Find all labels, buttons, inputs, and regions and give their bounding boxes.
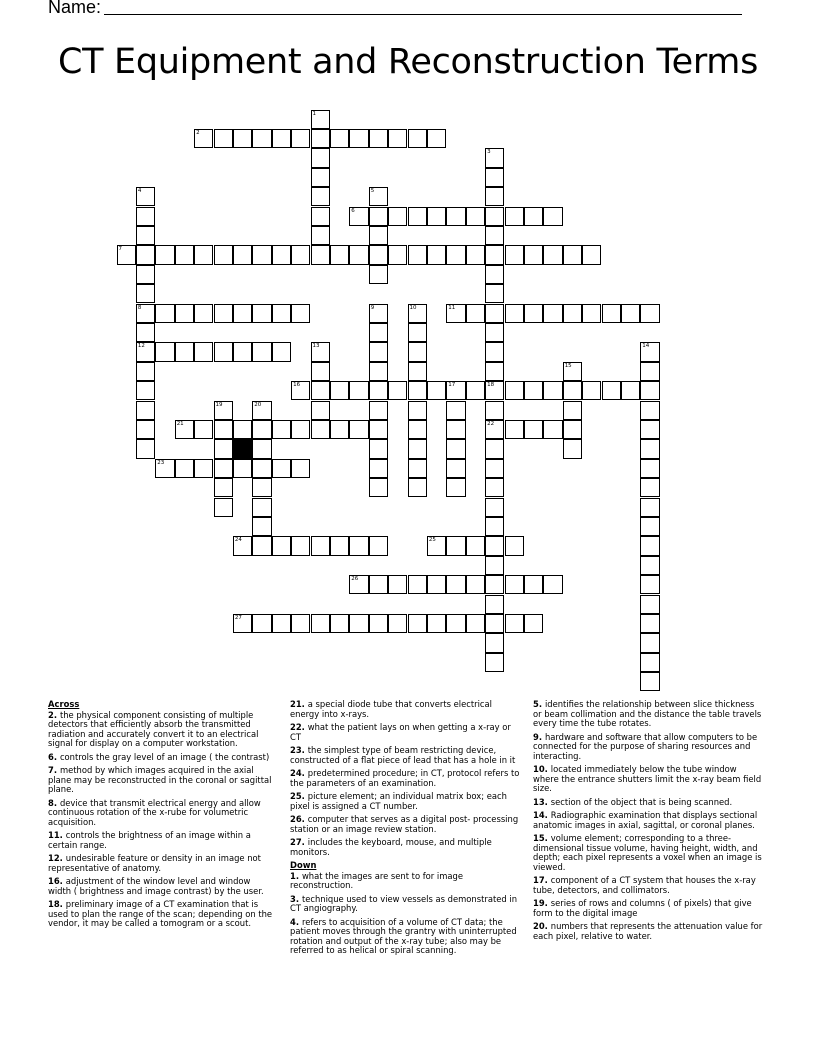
grid-cell[interactable] xyxy=(388,614,407,633)
grid-cell[interactable] xyxy=(291,245,310,264)
grid-cell[interactable] xyxy=(524,304,543,323)
grid-cell[interactable] xyxy=(543,575,562,594)
grid-cell[interactable] xyxy=(485,439,504,458)
grid-cell[interactable] xyxy=(640,556,659,575)
grid-cell[interactable] xyxy=(349,245,368,264)
grid-cell[interactable] xyxy=(640,439,659,458)
grid-cell[interactable] xyxy=(349,536,368,555)
clue-across-16: 16. adjustment of the window level and window width ( brightness and image contrast) by the user. xyxy=(48,876,264,896)
grid-cell[interactable] xyxy=(194,420,213,439)
grid-cell[interactable] xyxy=(136,207,155,226)
grid-cell[interactable] xyxy=(408,129,427,148)
clue-down-15: 15. volume element; corresponding to a three-dimensional tissue volume, having height, width, and depth; each pixel represents a voxel when an image is viewed. xyxy=(533,833,762,872)
grid-cell[interactable] xyxy=(602,381,621,400)
clue-number: 24 xyxy=(234,537,242,544)
clue-number: 27 xyxy=(234,614,242,621)
grid-cell[interactable] xyxy=(272,614,291,633)
grid-cell[interactable] xyxy=(175,459,194,478)
grid-cell[interactable] xyxy=(214,439,233,458)
grid-cell[interactable] xyxy=(466,614,485,633)
clue-number: 14 xyxy=(642,343,650,350)
grid-cell[interactable] xyxy=(640,401,659,420)
grid-cell[interactable] xyxy=(272,342,291,361)
grid-cell[interactable] xyxy=(505,245,524,264)
grid-cell[interactable] xyxy=(136,381,155,400)
grid-cell[interactable] xyxy=(640,420,659,439)
grid-cell[interactable] xyxy=(349,420,368,439)
grid-cell[interactable] xyxy=(640,478,659,497)
grid-cell[interactable] xyxy=(233,129,252,148)
clue-number: 25 xyxy=(428,537,436,544)
grid-cell[interactable] xyxy=(446,478,465,497)
grid-cell[interactable] xyxy=(369,478,388,497)
grid-cell[interactable] xyxy=(252,439,271,458)
grid-cell[interactable] xyxy=(155,245,174,264)
clue-number: 20 xyxy=(254,401,262,408)
grid-cell[interactable] xyxy=(543,207,562,226)
grid-cell[interactable] xyxy=(524,245,543,264)
grid-cell[interactable] xyxy=(214,478,233,497)
clue-number: 4 xyxy=(137,188,142,195)
grid-cell[interactable] xyxy=(194,304,213,323)
grid-cell[interactable] xyxy=(388,381,407,400)
grid-cell[interactable] xyxy=(466,304,485,323)
grid-cell[interactable] xyxy=(640,672,659,691)
grid-cell[interactable] xyxy=(233,245,252,264)
grid-cell[interactable] xyxy=(563,401,582,420)
grid-cell[interactable] xyxy=(330,381,349,400)
clue-across-27: 27. includes the keyboard, mouse, and multiple monitors. xyxy=(290,837,492,857)
grid-cell[interactable] xyxy=(369,207,388,226)
clue-number: 2 xyxy=(196,129,200,136)
grid-cell[interactable] xyxy=(349,129,368,148)
grid-cell[interactable] xyxy=(446,439,465,458)
grid-cell[interactable] xyxy=(446,575,465,594)
grid-cell[interactable] xyxy=(136,439,155,458)
grid-cell[interactable] xyxy=(252,129,271,148)
grid-cell[interactable] xyxy=(640,304,659,323)
grid-cell[interactable] xyxy=(427,614,446,633)
grid-cell[interactable] xyxy=(505,575,524,594)
clue-down-20: 20. numbers that represents the attenuation value for each pixel, relative to water. xyxy=(533,921,763,941)
grid-cell[interactable] xyxy=(388,575,407,594)
grid-cell[interactable] xyxy=(505,614,524,633)
grid-cell[interactable] xyxy=(311,226,330,245)
clue-across-23: 23. the simplest type of beam restricting device, constructed of a flat piece of lead that has a hole in it xyxy=(290,745,516,765)
grid-cell[interactable] xyxy=(563,304,582,323)
grid-cell[interactable] xyxy=(640,517,659,536)
grid-cell[interactable] xyxy=(524,575,543,594)
clue-number: 16 xyxy=(293,382,301,389)
grid-cell[interactable] xyxy=(252,536,271,555)
grid-cell[interactable] xyxy=(291,129,310,148)
grid-cell[interactable] xyxy=(640,498,659,517)
grid-cell[interactable] xyxy=(155,342,174,361)
grid-cell[interactable] xyxy=(408,381,427,400)
grid-cell[interactable] xyxy=(446,420,465,439)
clues-column-3 xyxy=(533,700,765,945)
grid-cell[interactable] xyxy=(543,245,562,264)
clue-number: 13 xyxy=(312,343,320,350)
grid-cell[interactable] xyxy=(485,459,504,478)
clue-down-3: 3. technique used to view vessels as demonstrated in CT angiography. xyxy=(290,893,518,913)
grid-cell[interactable] xyxy=(311,381,330,400)
clue-across-11: 11. controls the brightness of an image within a certain range. xyxy=(48,830,251,850)
clue-across-7: 7. method by which images acquired in the axial plane may be reconstructed in the coronal or sagittal plane. xyxy=(48,765,272,794)
grid-cell[interactable] xyxy=(408,207,427,226)
grid-cell[interactable] xyxy=(369,129,388,148)
down-heading: Down xyxy=(290,860,317,870)
grid-cell[interactable] xyxy=(524,381,543,400)
grid-cell[interactable] xyxy=(272,304,291,323)
blocked-cell xyxy=(233,439,252,458)
grid-cell[interactable] xyxy=(272,420,291,439)
grid-cell[interactable] xyxy=(272,245,291,264)
grid-cell[interactable] xyxy=(485,653,504,672)
grid-cell[interactable] xyxy=(311,168,330,187)
grid-cell[interactable] xyxy=(505,304,524,323)
grid-cell[interactable] xyxy=(388,245,407,264)
grid-cell[interactable] xyxy=(252,420,271,439)
grid-cell[interactable] xyxy=(408,420,427,439)
grid-cell[interactable] xyxy=(485,517,504,536)
grid-cell[interactable] xyxy=(408,342,427,361)
grid-cell[interactable] xyxy=(233,459,252,478)
clue-number: 1 xyxy=(312,110,316,117)
clue-number: 5 xyxy=(370,188,375,195)
grid-cell[interactable] xyxy=(621,381,640,400)
grid-cell[interactable] xyxy=(194,342,213,361)
grid-cell[interactable] xyxy=(640,381,659,400)
grid-cell[interactable] xyxy=(136,265,155,284)
grid-cell[interactable] xyxy=(640,575,659,594)
grid-cell[interactable] xyxy=(427,245,446,264)
grid-cell[interactable] xyxy=(252,459,271,478)
grid-cell[interactable] xyxy=(408,401,427,420)
grid-cell[interactable] xyxy=(252,342,271,361)
grid-cell[interactable] xyxy=(155,304,174,323)
clue-number: 15 xyxy=(564,362,572,369)
clue-down-13: 13. section of the object that is being scanned. xyxy=(533,796,733,807)
grid-cell[interactable] xyxy=(427,381,446,400)
grid-cell[interactable] xyxy=(505,381,524,400)
grid-cell[interactable] xyxy=(563,245,582,264)
grid-cell[interactable] xyxy=(330,614,349,633)
grid-cell[interactable] xyxy=(311,245,330,264)
grid-cell[interactable] xyxy=(233,420,252,439)
grid-cell[interactable] xyxy=(233,342,252,361)
clue-across-6: 6. controls the gray level of an image ( the contrast) xyxy=(48,751,270,762)
grid-cell[interactable] xyxy=(252,498,271,517)
clue-across-18: 18. preliminary image of a CT examination that is used to plan the range of the scan; depending on the vendor, it may be called a tomogram or a scout. xyxy=(48,899,273,928)
grid-cell[interactable] xyxy=(214,459,233,478)
grid-cell[interactable] xyxy=(408,245,427,264)
grid-cell[interactable] xyxy=(640,633,659,652)
grid-cell[interactable] xyxy=(369,459,388,478)
grid-cell[interactable] xyxy=(136,362,155,381)
grid-cell[interactable] xyxy=(311,420,330,439)
clue-across-22: 22. what the patient lays on when getting a x-ray or CT xyxy=(290,722,511,742)
grid-cell[interactable] xyxy=(369,420,388,439)
grid-cell[interactable] xyxy=(582,304,601,323)
grid-cell[interactable] xyxy=(582,381,601,400)
clue-number: 7 xyxy=(118,246,122,253)
grid-cell[interactable] xyxy=(408,362,427,381)
grid-cell[interactable] xyxy=(485,168,504,187)
clue-number: 26 xyxy=(351,576,359,583)
grid-cell[interactable] xyxy=(252,614,271,633)
clue-number: 17 xyxy=(448,382,456,389)
grid-cell[interactable] xyxy=(330,129,349,148)
grid-cell[interactable] xyxy=(524,420,543,439)
grid-cell[interactable] xyxy=(369,323,388,342)
grid-cell[interactable] xyxy=(291,536,310,555)
grid-cell[interactable] xyxy=(369,536,388,555)
grid-cell[interactable] xyxy=(466,207,485,226)
grid-cell[interactable] xyxy=(311,207,330,226)
grid-cell[interactable] xyxy=(272,536,291,555)
clue-number: 23 xyxy=(157,459,165,466)
clue-number: 22 xyxy=(487,420,495,427)
clue-down-5: 5. identifies the relationship between slice thickness or beam collimation and the distance the table travels every time the tube rotates. xyxy=(533,699,762,728)
clue-number: 8 xyxy=(137,304,142,311)
grid-cell[interactable] xyxy=(369,381,388,400)
grid-cell[interactable] xyxy=(311,536,330,555)
grid-cell[interactable] xyxy=(446,536,465,555)
clue-number: 9 xyxy=(370,304,375,311)
grid-cell[interactable] xyxy=(446,459,465,478)
grid-cell[interactable] xyxy=(640,614,659,633)
grid-cell[interactable] xyxy=(485,342,504,361)
clue-across-26: 26. computer that serves as a digital post- processing station or an image review station. xyxy=(290,814,519,834)
clue-number: 6 xyxy=(351,207,355,214)
grid-cell[interactable] xyxy=(388,207,407,226)
grid-cell[interactable] xyxy=(485,556,504,575)
grid-cell[interactable] xyxy=(369,401,388,420)
grid-cell[interactable] xyxy=(214,420,233,439)
grid-cell[interactable] xyxy=(466,245,485,264)
grid-cell[interactable] xyxy=(136,401,155,420)
grid-cell[interactable] xyxy=(582,245,601,264)
grid-cell[interactable] xyxy=(175,342,194,361)
clue-number: 12 xyxy=(137,343,145,350)
grid-cell[interactable] xyxy=(388,129,407,148)
grid-cell[interactable] xyxy=(543,304,562,323)
grid-cell[interactable] xyxy=(524,614,543,633)
clue-down-14: 14. Radiographic examination that displays sectional anatomic images in axial, sagittal, or coronal planes. xyxy=(533,810,758,830)
grid-cell[interactable] xyxy=(214,342,233,361)
page-title: CT Equipment and Reconstruction Terms xyxy=(57,42,759,82)
grid-cell[interactable] xyxy=(485,265,504,284)
grid-cell[interactable] xyxy=(485,187,504,206)
grid-cell[interactable] xyxy=(485,633,504,652)
grid-cell[interactable] xyxy=(446,207,465,226)
clue-number: 11 xyxy=(448,304,456,311)
grid-cell[interactable] xyxy=(505,207,524,226)
grid-cell[interactable] xyxy=(640,459,659,478)
grid-cell[interactable] xyxy=(485,498,504,517)
clue-number: 18 xyxy=(487,382,495,389)
grid-cell[interactable] xyxy=(446,401,465,420)
grid-cell[interactable] xyxy=(252,517,271,536)
grid-cell[interactable] xyxy=(291,614,310,633)
grid-cell[interactable] xyxy=(505,536,524,555)
grid-cell[interactable] xyxy=(640,536,659,555)
name-label: Name: xyxy=(48,0,102,17)
grid-cell[interactable] xyxy=(485,575,504,594)
grid-cell[interactable] xyxy=(252,478,271,497)
grid-cell[interactable] xyxy=(214,129,233,148)
clue-number: 19 xyxy=(215,401,223,408)
grid-cell[interactable] xyxy=(194,459,213,478)
grid-cell[interactable] xyxy=(272,459,291,478)
grid-cell[interactable] xyxy=(485,614,504,633)
grid-cell[interactable] xyxy=(214,498,233,517)
clue-across-2: 2. the physical component consisting of multiple detectors that efficiently absorb the transmitted radiation and accurately convert it to an electrical signal for display on a computer workstation. xyxy=(48,709,259,748)
clue-number: 10 xyxy=(409,304,417,311)
clue-down-4: 4. refers to acquisition of a volume of CT data; the patient moves through the grantry with uninterrupted rotation and output of the x-ray tube; also may be referred to as helical or spiral scanning. xyxy=(290,916,517,955)
grid-cell[interactable] xyxy=(640,595,659,614)
grid-cell[interactable] xyxy=(369,245,388,264)
grid-cell[interactable] xyxy=(291,420,310,439)
grid-cell[interactable] xyxy=(563,420,582,439)
clues-column-1 xyxy=(48,700,276,933)
clues-section xyxy=(48,700,788,960)
grid-cell[interactable] xyxy=(485,226,504,245)
grid-cell[interactable] xyxy=(485,323,504,342)
grid-cell[interactable] xyxy=(408,323,427,342)
grid-cell[interactable] xyxy=(408,575,427,594)
grid-cell[interactable] xyxy=(485,304,504,323)
grid-cell[interactable] xyxy=(485,595,504,614)
grid-cell[interactable] xyxy=(485,207,504,226)
grid-cell[interactable] xyxy=(136,420,155,439)
grid-cell[interactable] xyxy=(427,129,446,148)
grid-cell[interactable] xyxy=(408,459,427,478)
grid-cell[interactable] xyxy=(563,381,582,400)
grid-cell[interactable] xyxy=(311,614,330,633)
clue-down-10: 10. located immediately below the tube window where the entrance shutters limit the x-ray beam field size. xyxy=(533,764,762,793)
grid-cell[interactable] xyxy=(466,575,485,594)
grid-cell[interactable] xyxy=(175,304,194,323)
grid-cell[interactable] xyxy=(330,420,349,439)
clue-number: 21 xyxy=(176,420,184,427)
grid-cell[interactable] xyxy=(291,304,310,323)
grid-cell[interactable] xyxy=(214,245,233,264)
grid-cell[interactable] xyxy=(369,614,388,633)
clue-down-9: 9. hardware and software that allow computers to be connected for the purpose of sharing resources and interacting. xyxy=(533,731,758,761)
grid-cell[interactable] xyxy=(563,439,582,458)
grid-cell[interactable] xyxy=(543,381,562,400)
across-heading: Across xyxy=(48,699,80,709)
grid-cell[interactable] xyxy=(136,284,155,303)
grid-cell[interactable] xyxy=(485,401,504,420)
grid-cell[interactable] xyxy=(446,245,465,264)
grid-cell[interactable] xyxy=(136,245,155,264)
grid-cell[interactable] xyxy=(311,129,330,148)
grid-cell[interactable] xyxy=(369,342,388,361)
grid-cell[interactable] xyxy=(485,245,504,264)
grid-cell[interactable] xyxy=(408,439,427,458)
grid-cell[interactable] xyxy=(252,245,271,264)
grid-cell[interactable] xyxy=(505,420,524,439)
clue-down-17: 17. component of a CT system that houses the x-ray tube, detectors, and collimators. xyxy=(533,875,756,895)
clue-down-19: 19. series of rows and columns ( of pixels) that give form to the digital image xyxy=(533,898,752,918)
grid-cell[interactable] xyxy=(446,614,465,633)
clue-down-1: 1. what the images are sent to for image reconstruction. xyxy=(290,870,464,890)
grid-cell[interactable] xyxy=(408,478,427,497)
grid-cell[interactable] xyxy=(136,323,155,342)
grid-cell[interactable] xyxy=(349,381,368,400)
grid-cell[interactable] xyxy=(311,401,330,420)
grid-cell[interactable] xyxy=(640,362,659,381)
grid-cell[interactable] xyxy=(621,304,640,323)
grid-cell[interactable] xyxy=(466,381,485,400)
grid-cell[interactable] xyxy=(369,265,388,284)
grid-cell[interactable] xyxy=(640,653,659,672)
grid-cell[interactable] xyxy=(252,304,271,323)
clues-column-2 xyxy=(290,700,523,960)
grid-cell[interactable] xyxy=(485,284,504,303)
grid-cell[interactable] xyxy=(466,536,485,555)
grid-cell[interactable] xyxy=(524,207,543,226)
grid-cell[interactable] xyxy=(311,362,330,381)
grid-cell[interactable] xyxy=(369,362,388,381)
grid-cell[interactable] xyxy=(427,207,446,226)
clue-across-24: 24. predetermined procedure; in CT, protocol refers to the parameters of an examination. xyxy=(290,768,520,788)
grid-cell[interactable] xyxy=(602,304,621,323)
grid-cell[interactable] xyxy=(485,362,504,381)
clue-across-12: 12. undesirable feature or density in an image not representative of anatomy. xyxy=(48,853,261,873)
grid-cell[interactable] xyxy=(369,575,388,594)
grid-cell[interactable] xyxy=(214,304,233,323)
grid-cell[interactable] xyxy=(485,536,504,555)
grid-cell[interactable] xyxy=(349,614,368,633)
clue-across-8: 8. device that transmit electrical energy and allow continuous rotation of the x-rube for volumetric acquisition. xyxy=(48,797,261,827)
grid-cell[interactable] xyxy=(136,226,155,245)
clue-across-25: 25. picture element; an individual matrix box; each pixel is assigned a CT number. xyxy=(290,791,507,811)
clue-number: 3 xyxy=(487,149,491,156)
grid-cell[interactable] xyxy=(272,129,291,148)
grid-cell[interactable] xyxy=(291,459,310,478)
grid-cell[interactable] xyxy=(330,536,349,555)
grid-cell[interactable] xyxy=(194,245,213,264)
grid-cell[interactable] xyxy=(233,304,252,323)
clue-across-21: 21. a special diode tube that converts electrical energy into x-rays. xyxy=(290,699,492,719)
grid-cell[interactable] xyxy=(369,439,388,458)
grid-cell[interactable] xyxy=(408,614,427,633)
grid-cell[interactable] xyxy=(427,575,446,594)
grid-cell[interactable] xyxy=(543,420,562,439)
grid-cell[interactable] xyxy=(485,478,504,497)
grid-cell[interactable] xyxy=(369,226,388,245)
grid-cell[interactable] xyxy=(330,245,349,264)
grid-cell[interactable] xyxy=(311,187,330,206)
grid-cell[interactable] xyxy=(175,245,194,264)
grid-cell[interactable] xyxy=(311,148,330,167)
